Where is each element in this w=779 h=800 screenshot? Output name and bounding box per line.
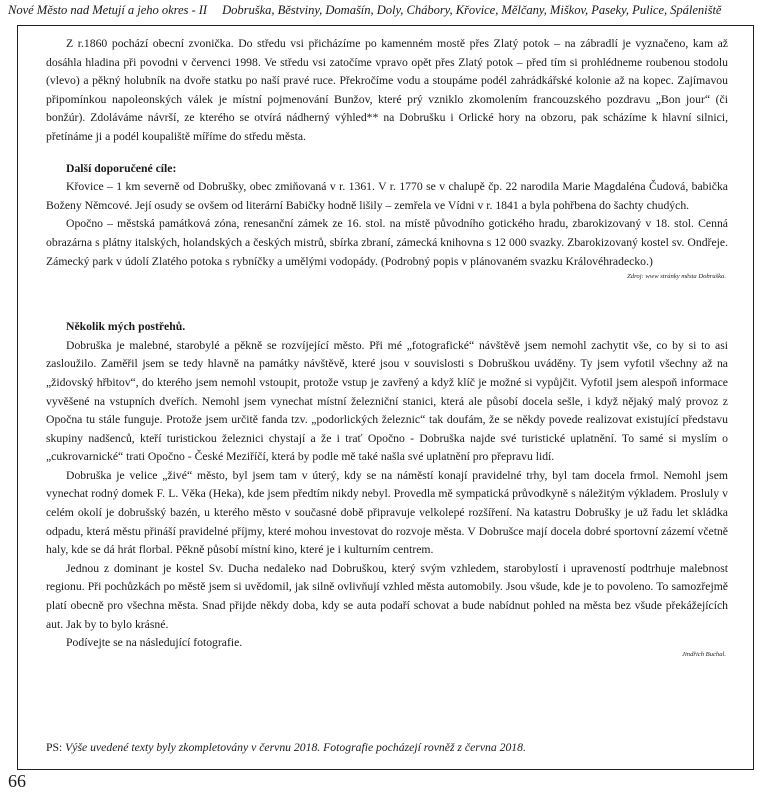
text-frame: [17, 25, 754, 770]
opocno-paragraph: Opočno – městská památková zóna, renesanční zámek ze 16. stol. na místě původního gotického hradu, zbarokizovaný v 18. stol. Cenná obrazárna s plátny italských, holandských a českých mistrů, sbírka zbraní, zámecká knihovna s 12 000 svazky. Zbarokizovaný kostel sv. Ondřeje. Zámecký park v údolí Zlatého potoka s rybníčky a umělými vodopády. (Podrobný popis v plánovaném svazku Královéhradecko.): [46, 217, 728, 268]
chapter-title: Dobruška, Běstviny, Domašín, Doly, Chábory, Křovice, Mělčany, Miškov, Paseky, Pulice, Spáleniště: [222, 3, 722, 17]
page-number: 66: [8, 771, 26, 791]
intro-paragraph: Z r.1860 pochází obecní zvonička. Do středu vsi přicházíme po kamenném mostě přes Zlatý potok – na zábradlí je vyznačeno, kam až dosáhla hladina při povodni v červenci 1998. Ve středu vsi zatočíme vpravo opět přes Zlatý potok – před tím si prohlédneme roubenou stodolu (vlevo) a pěkný holubník na dvoře statku po naší pravé ruce. Překročíme vodu a stoupáme podél zahrádkářské kolonie až na kopec. Zajímavou připomínkou napoleonských válek je místní pojmenování Bunžov, které prý vzniklo zkomolením francouzského pozdravu „Bon jour“ (či bonžúr). Zdoláváme návrší, ze kterého se otvírá nádherný výhled** na Dobrušku i Orlické hory na obzoru, pak scházíme k hlavní silnici, přetínáme ji a podél koupaliště míříme do středu města.: [46, 37, 728, 143]
running-header: [8, 3, 772, 18]
ps-label: PS:: [46, 741, 63, 754]
author-signature: Jindřich Buchal.: [682, 650, 726, 658]
observation-paragraph: Jednou z dominant je kostel Sv. Ducha nedaleko nad Dobruškou, který svým vzhledem, starobylostí i upraveností podtrhuje malebnost regionu. Při pochůzkách po městě jsem si uvědomil, jak silně ovlivňují vzhled města automobily. Jsou všude, kde je to povoleno. To samozřejmě platí obecně pro všechna města. Snad přijde někdy doba, kdy se auta podaří schovat a bude nabídnut pohled na města bez všude překážejících aut. Jak by to bylo krásné.: [46, 561, 728, 631]
source-note: Zdroj: www stránky města Dobruška.: [627, 273, 726, 281]
krovice-paragraph: Křovice – 1 km severně od Dobrušky, obec zmiňovaná v r. 1361. V r. 1770 se v chalupě čp. 22 narodila Marie Magdaléna Čudová, babička Boženy Němcové. Její osudy se ovšem od literární Babičky hodně lišily – zemřela ve Vídni v r. 1841 a byla pohřbena do šachty chudých.: [46, 180, 728, 212]
recommended-heading: Další doporučené cíle:: [66, 161, 177, 175]
observation-paragraph: Dobruška je velice „živé“ město, byl jsem tam v úterý, kdy se na náměstí konají pravidelné trhy, byl tam docela frmol. Nemohl jsem vynechat rodný domek F. L. Věka (Heka), kde jsem předtím nikdy nebyl. Provedla mě sympatická průvodkyně s náležitým výkladem. Prosluly v celém okolí je dobrušský bazén, u kterého město v současné době připravuje velkolepé rozšíření. Na katastru Dobrušky je už řadu let skládka odpadu, která městu přináší pravidelné příjmy, které mohou investovat do rozvoje města. V Dobrušce mají docela dobré sportovní zázemí včetně haly, kde se dá hrát florbal. Pěkně působí místní kino, které je i kulturním centrem.: [46, 468, 728, 557]
observations-heading: Několik mých postřehů.: [66, 320, 186, 334]
observation-paragraph: Dobruška je malebné, starobylé a pěkně se rozvíjející město. Při mé „fotografické“ návštěvě jsem nemohl zachytit vše, co by si to asi zasloužilo. Zaměřil jsem se tedy hlavně na památky návštěvě, které jsou v souvislosti s Dobruškou uváděny. Ty jsem vyfotil všechny až na „židovský hřbitov“, do kterého jsem nemohl vstoupit, protože vstup je zavřený a když klíč je možné si vypůjčit. Vyfotil jsem alespoň informace vyvěšené na vstupních dveřích. Nemohl jsem vynechat místní železniční stanici, která ale působí docela sešle, i když nějaký malý provoz z Opočna tu stále funguje. Protože jsem určitě fanda tzv. „podorlických železnic“ tak doufám, že se někdy povede realizovat existující představu skupiny nadšenců, kteří turistickou železnici chystají a že i trať Opočno - Dobruška najde své turistické uplatnění. To samé si myslím o „cukrovarnické“ trati Opočno - České Meziříčí, která by podle mě také našla své uplatnění pro přepravu lidí.: [46, 338, 728, 464]
ps-text: Výše uvedené texty byly zkompletovány v červnu 2018. Fotografie pocházejí rovněž z června 2018.: [65, 741, 526, 754]
postscript: [46, 739, 746, 757]
main-text: [46, 35, 728, 660]
book-title: Nové Město nad Metují a jeho okres - II: [8, 3, 208, 17]
observation-paragraph: Podívejte se na následující fotografie.: [66, 636, 243, 650]
